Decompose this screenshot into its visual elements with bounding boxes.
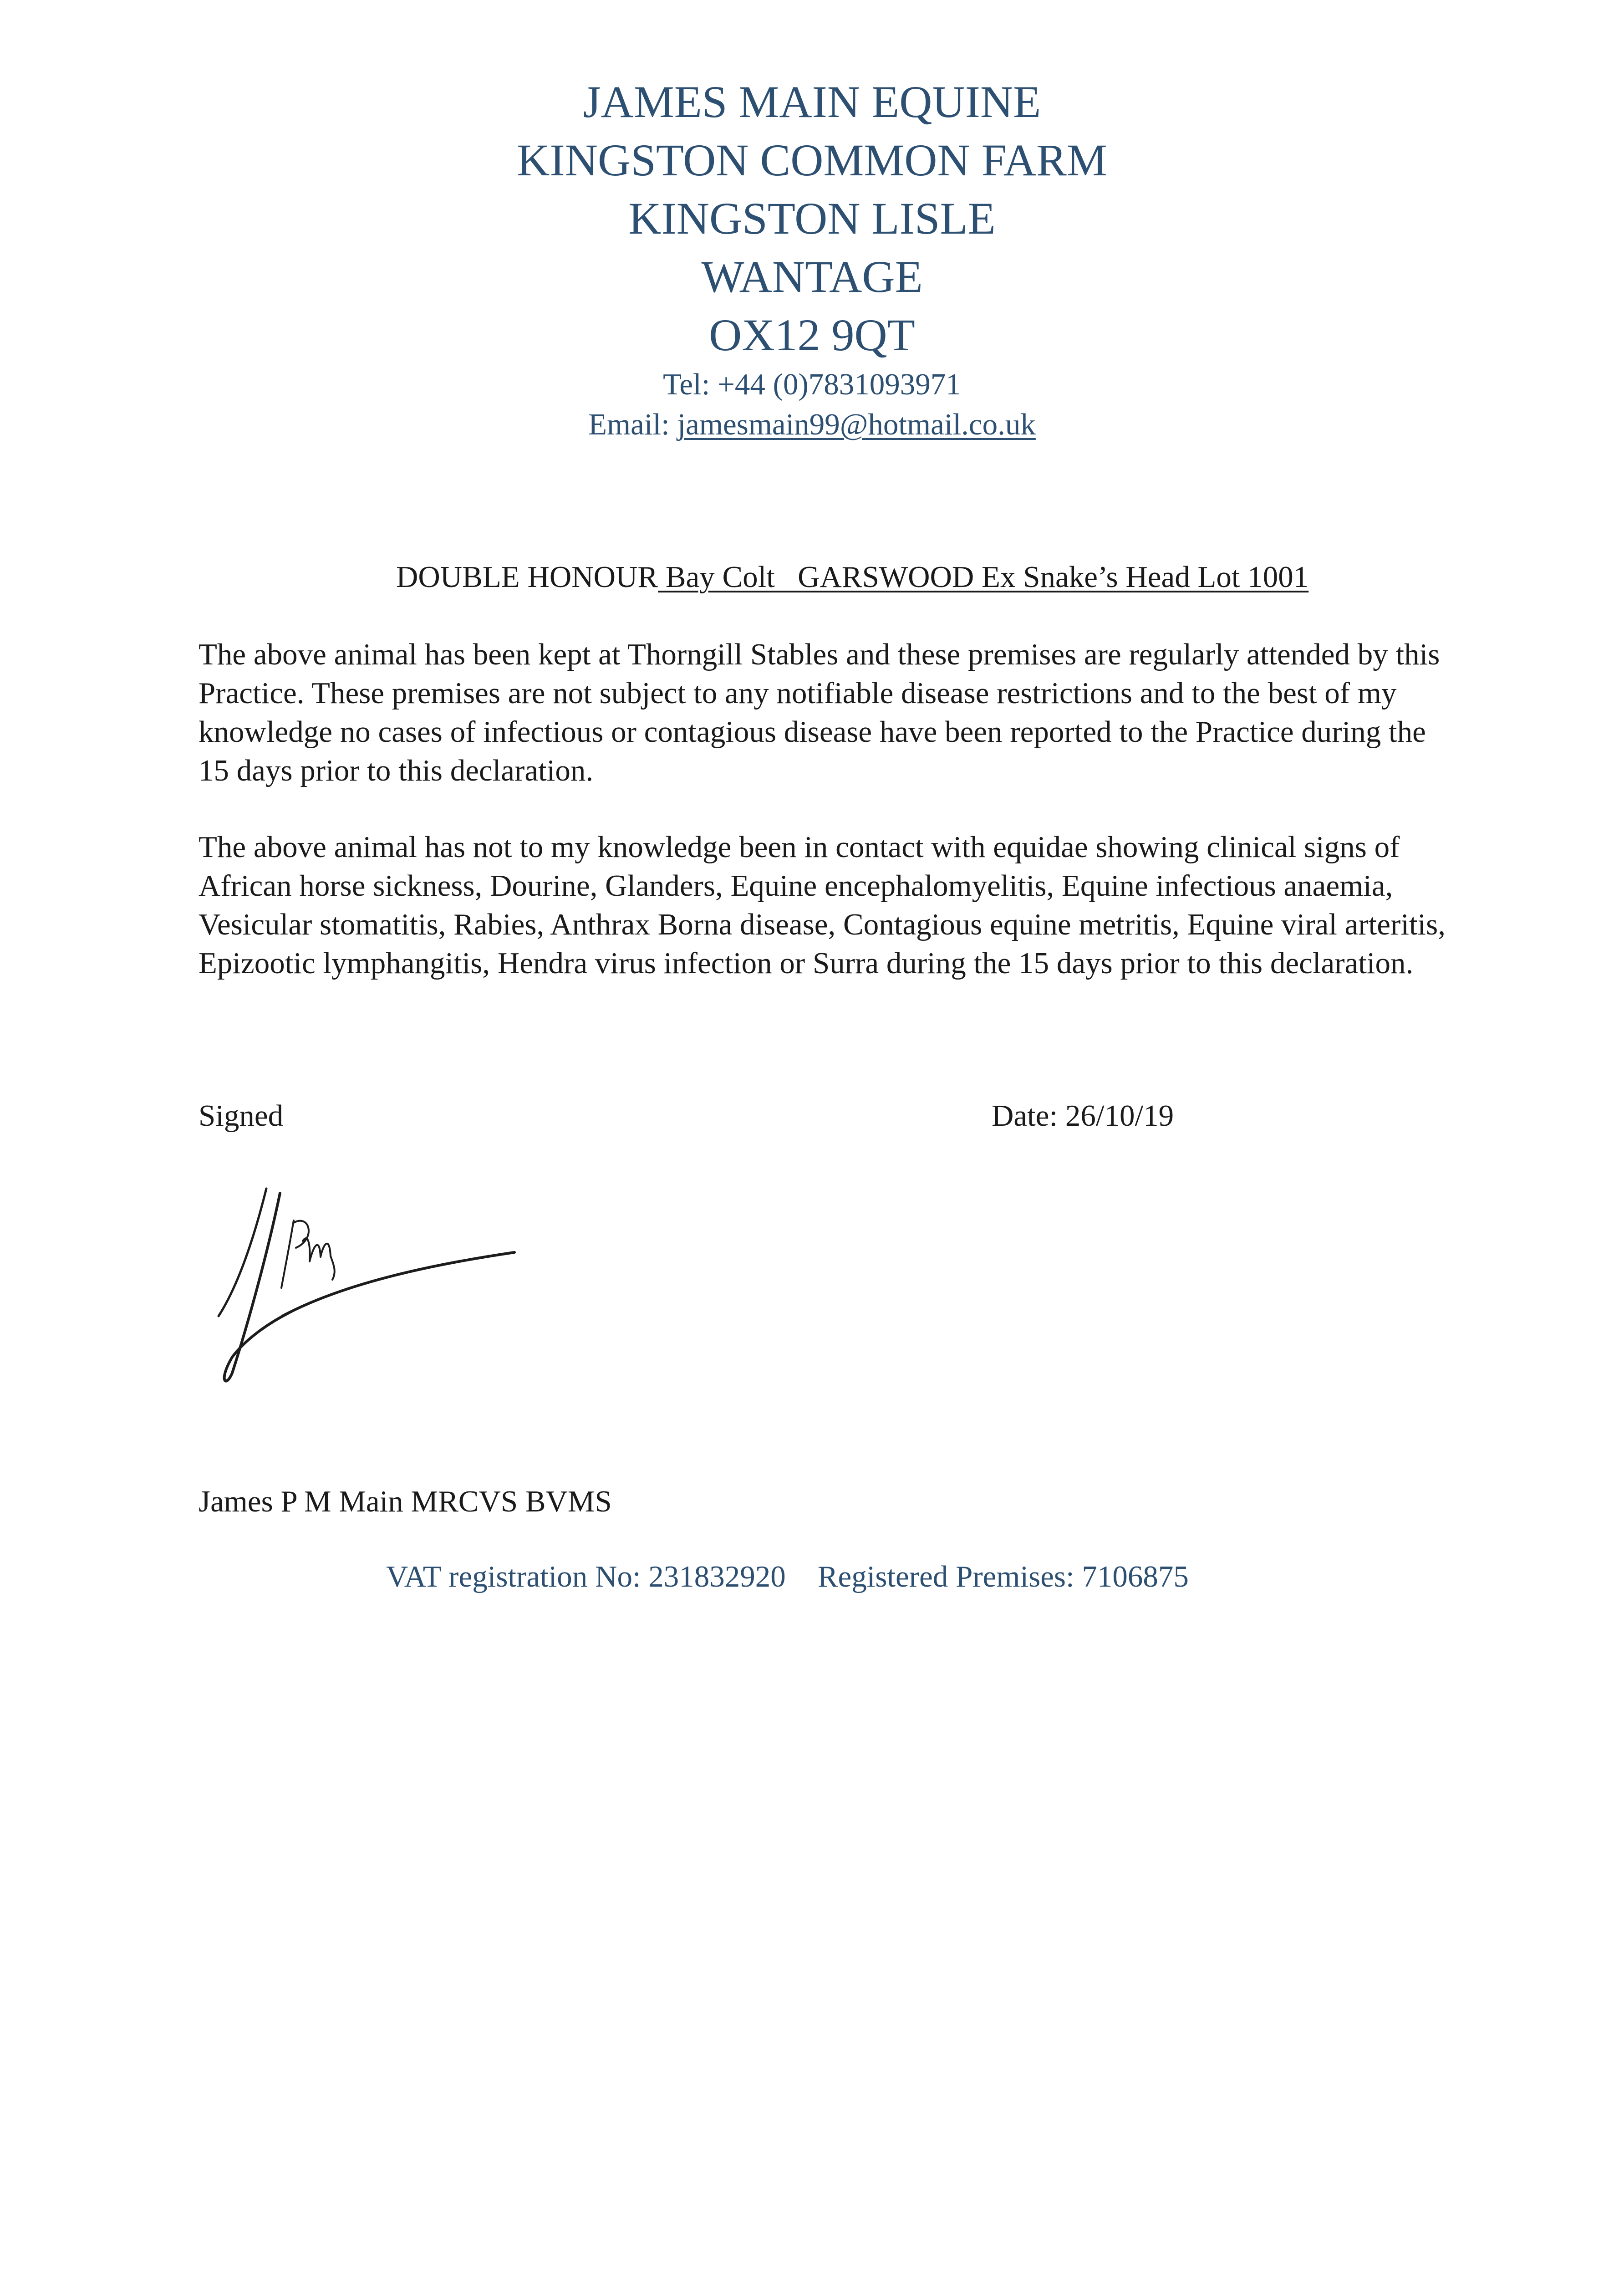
date-value: 26/10/19 (1065, 1099, 1174, 1133)
letterhead (0, 73, 1624, 444)
registration-footer (386, 1557, 1189, 1596)
signer-name: James P M Main MRCVS BVMS (199, 1485, 612, 1518)
email-label: Email: (588, 408, 670, 441)
address-postcode: OX12 9QT (709, 310, 915, 360)
address-town: WANTAGE (701, 251, 923, 302)
horse-name: DOUBLE HONOUR (396, 560, 658, 594)
signed-label: Signed (199, 1099, 284, 1133)
address-line-1: KINGSTON COMMON FARM (517, 135, 1107, 185)
subject-line (396, 558, 1308, 596)
disease-contact-paragraph: The above animal has not to my knowledge been in contact with equidae showing clinical signs of African horse sickness, Dourine, Glanders, Equine encephalomyelitis, Equine infectious anaemia, Vesicular stomatitis, Rabies, Anthrax Borna disease, Contagious equine metritis, Equine viral arteritis, Epizootic lymphangitis, Hendra virus infection or Surra during the 15 days prior to this declaration. (199, 830, 1446, 980)
telephone-label: Tel: (663, 368, 710, 401)
horse-details: Bay Colt GARSWOOD Ex Snake’s Head Lot 1001 (658, 560, 1309, 594)
email-link[interactable]: jamesmain99@hotmail.co.uk (677, 408, 1036, 441)
telephone-line (0, 364, 1624, 404)
email-line (0, 404, 1624, 444)
registered-premises: Registered Premises: 7106875 (817, 1560, 1189, 1593)
practice-name: JAMES MAIN EQUINE (583, 77, 1041, 127)
vat-number: VAT registration No: 231832920 (386, 1560, 786, 1593)
date-label: Date: (992, 1099, 1058, 1133)
telephone-number: +44 (0)7831093971 (718, 368, 961, 401)
premises-declaration-paragraph: The above animal has been kept at Thorngill Stables and these premises are regularly attended by this Practice. These premises are not subject to any notifiable disease restrictions and to the best of my knowledge no cases of infectious or contagious disease have been reported to the Practice during the 15 days prior to this declaration. (199, 638, 1440, 787)
date-line (992, 1097, 1174, 1135)
handwritten-signature (200, 1166, 528, 1403)
address-line-2: KINGSTON LISLE (628, 193, 996, 244)
